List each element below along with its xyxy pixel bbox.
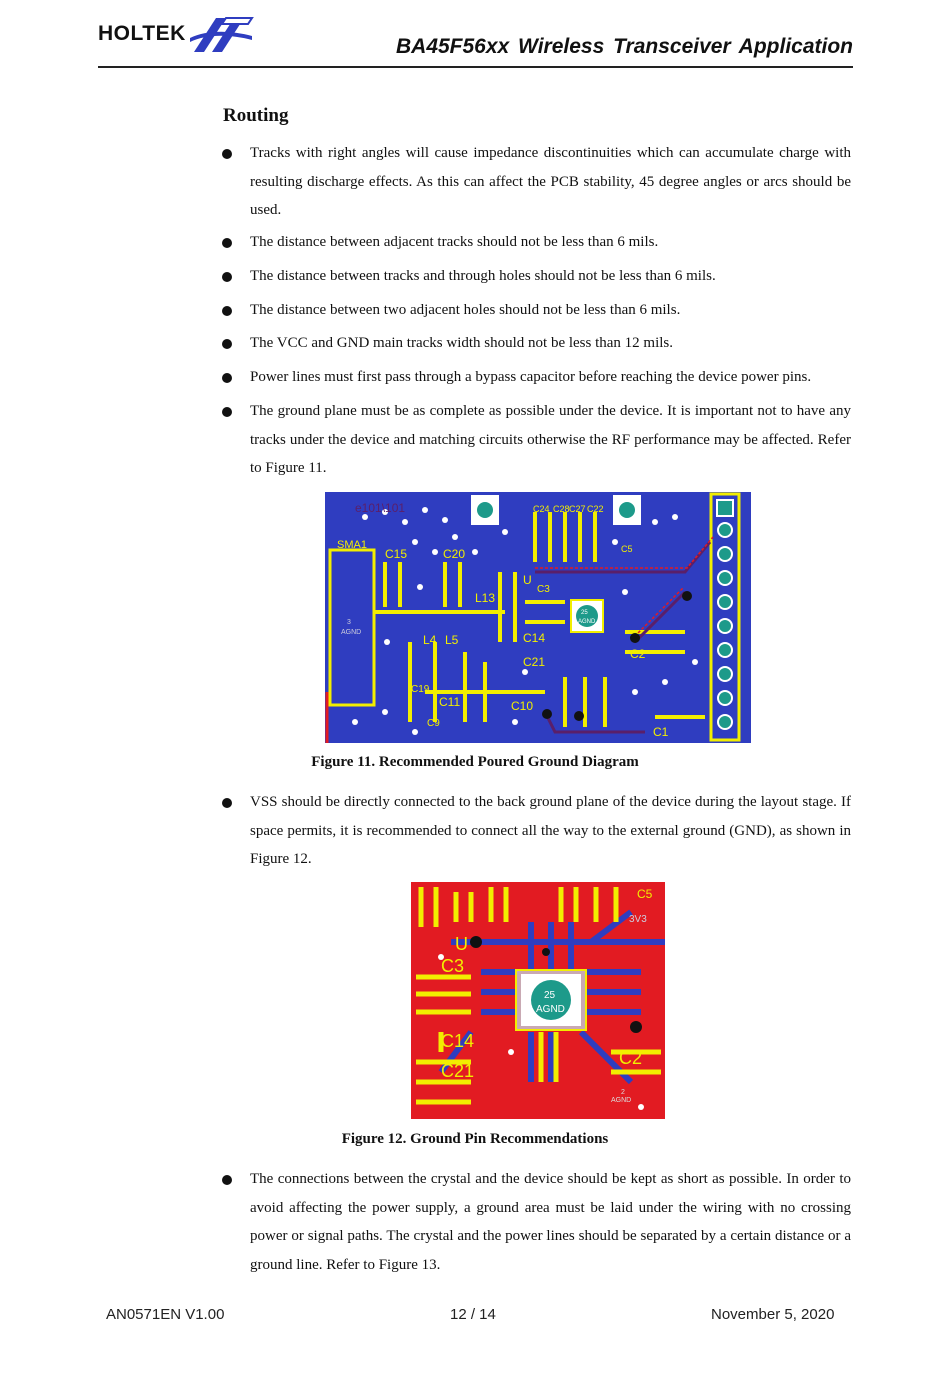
holtek-logo-mark-icon — [186, 12, 256, 58]
bullet-item — [222, 329, 851, 358]
bullet-text: The distance between two adjacent holes should not be less than 6 mils. — [250, 302, 681, 318]
figure-12-pcb-image — [411, 882, 665, 1119]
fig12-label-3v3: 3V3 — [629, 914, 647, 925]
bullet-dot-icon — [222, 798, 232, 808]
figure-11-pcb-image — [325, 492, 751, 743]
fig11-label-c20: C20 — [443, 547, 466, 561]
bullet-item — [222, 397, 851, 483]
fig11-label-c28: C28 — [553, 504, 570, 514]
fig11-label-c2: C2 — [630, 647, 646, 661]
svg-text:25: 25 — [581, 610, 588, 616]
fig12-label-agnd: AGND — [611, 1097, 632, 1104]
bullet-dot-icon — [222, 339, 232, 349]
bullet-dot-icon — [222, 238, 232, 248]
holtek-logo — [98, 22, 186, 46]
bullet-item — [222, 1165, 851, 1279]
fig12-label-c3: C3 — [441, 956, 465, 976]
fig11-label-l5: L5 — [445, 633, 459, 647]
bullet-dot-icon — [222, 149, 232, 159]
bullet-dot-icon — [222, 272, 232, 282]
footer-date: November 5, 2020 — [711, 1306, 835, 1323]
bullet-dot-icon — [222, 1175, 232, 1185]
figure-12-caption: Figure 12. Ground Pin Recommendations — [341, 1131, 609, 1147]
fig11-label-top-text: e1​01\101 — [355, 501, 406, 515]
fig11-label-c3: C3 — [537, 584, 550, 595]
bullet-dot-icon — [222, 407, 232, 417]
svg-text:AGND: AGND — [578, 619, 596, 625]
document-title: BA45F56xx Wireless Transceiver Application — [395, 35, 853, 58]
footer-page-number: 12 / 14 — [450, 1306, 496, 1323]
fig11-label-c27: C27 — [569, 504, 586, 514]
bullet-item — [222, 139, 851, 225]
fig11-label-l4: L4 — [423, 633, 437, 647]
fig11-label-c5: C5 — [621, 544, 633, 554]
fig11-label-c22: C22 — [587, 504, 604, 514]
fig11-label-sma: SMA1 — [337, 539, 367, 551]
fig11-label-c10: C10 — [511, 699, 534, 713]
bullet-item — [222, 262, 851, 291]
bullet-item — [222, 788, 851, 874]
fig11-label-c14: C14 — [523, 631, 546, 645]
bullet-dot-icon — [222, 306, 232, 316]
fig12-label-u: U — [455, 934, 468, 954]
bullet-text: The ground plane must be as complete as possible under the device. It is important not to have any tracks under the device and matching circuits otherwise the RF performance may be affected. Refer to Figure 11. — [250, 403, 851, 476]
fig11-label-l13: L13 — [475, 591, 496, 605]
pcb-poured-ground-diagram — [325, 492, 751, 743]
fig11-label-c1: C1 — [653, 725, 669, 739]
fig11-label-c15: C15 — [385, 547, 408, 561]
svg-text:AGND: AGND — [536, 1004, 565, 1015]
fig11-label-c19: C19 — [411, 684, 430, 695]
figure-11-caption: Figure 11. Recommended Poured Ground Diagram — [311, 754, 639, 770]
bullet-item — [222, 228, 851, 257]
bullet-text: Tracks with right angles will cause impedance discontinuities which can accumulate charge with resulting discharge effects. As this can affect the PCB stability, 45 degree angles or arcs should be used. — [250, 145, 851, 218]
fig11-label-agnd: AGND — [341, 629, 362, 636]
fig11-label-c21: C21 — [523, 655, 546, 669]
fig11-label-c9: C9 — [427, 718, 440, 729]
bullet-item — [222, 296, 851, 325]
bullet-text: The distance between tracks and through holes should not be less than 6 mils. — [250, 268, 716, 284]
fig12-label-pin2: 2 — [621, 1089, 625, 1096]
pcb-ground-pin-diagram — [411, 882, 665, 1119]
bullet-dot-icon — [222, 373, 232, 383]
bullet-text: The connections between the crystal and the device should be kept as short as possible. In order to avoid affecting the power supply, a ground area must be laid under the wiring with no crossing power or signal paths. The crystal and the power lines should be separated by a certain distance or a ground line. Refer to Figure 13. — [250, 1171, 851, 1273]
svg-text:25: 25 — [544, 990, 556, 1001]
logo-text: HOLTEK — [98, 22, 186, 45]
bullet-text: The VCC and GND main tracks width should not be less than 12 mils. — [250, 335, 674, 351]
fig12-label-c14: C14 — [441, 1031, 475, 1051]
fig12-label-c5: C5 — [637, 887, 653, 901]
fig12-label-c21: C21 — [441, 1061, 475, 1081]
fig11-label-u: U — [523, 573, 532, 587]
section-title: Routing — [223, 105, 289, 126]
bullet-item — [222, 363, 851, 392]
fig11-label-c11: C11 — [439, 695, 461, 709]
fig11-label-pin3: 3 — [347, 619, 351, 626]
bullet-text: The distance between adjacent tracks should not be less than 6 mils. — [250, 234, 659, 250]
footer-doc-id: AN0571EN V1.00 — [106, 1306, 225, 1323]
fig11-label-c24: C24 — [533, 504, 550, 514]
fig12-label-c2: C2 — [619, 1048, 643, 1068]
bullet-text: VSS should be directly connected to the back ground plane of the device during the layout stage. If space permits, it is recommended to connect all the way to the external ground (GND), as shown in Figure 12. — [250, 794, 851, 867]
page-header — [98, 8, 853, 68]
bullet-text: Power lines must first pass through a bypass capacitor before reaching the device power pins. — [250, 369, 812, 385]
